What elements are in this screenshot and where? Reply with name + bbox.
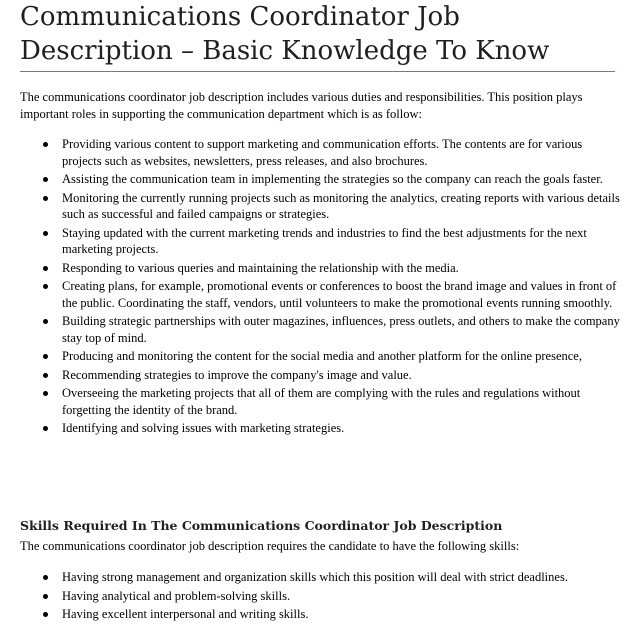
list-item: Providing various content to support marketing and communication efforts. The contents are for various projects such as websites, newsletters, press releases, and also brochures. (20, 136, 620, 169)
list-item: Producing and monitoring the content for the social media and another platform for the online presence, (20, 348, 620, 365)
list-item: Recommending strategies to improve the company's image and value. (20, 367, 620, 384)
list-item: Having excellent interpersonal and writing skills. (20, 606, 620, 623)
list-item: Having strong management and organization skills which this position will deal with strict deadlines. (20, 569, 620, 586)
list-item: Identifying and solving issues with marketing strategies. (20, 420, 620, 437)
list-item: Overseeing the marketing projects that all of them are complying with the rules and regulations without forgetting the identity of the brand. (20, 385, 620, 418)
responsibilities-list (20, 136, 620, 439)
skills-list (20, 569, 620, 625)
skills-intro-paragraph: The communications coordinator job description requires the candidate to have the following skills: (20, 539, 520, 553)
list-item: Assisting the communication team in implementing the strategies so the company can reach the goals faster. (20, 171, 620, 188)
page-title: Communications Coordinator Job Description – Basic Knowledge To Know (20, 2, 550, 66)
title-divider (20, 71, 615, 72)
list-item: Having analytical and problem-solving skills. (20, 588, 620, 605)
list-item: Responding to various queries and maintaining the relationship with the media. (20, 260, 620, 277)
intro-paragraph: The communications coordinator job description includes various duties and responsibilities. This position plays important roles in supporting the communication department which is as follow: (20, 90, 583, 121)
list-item: Building strategic partnerships with outer magazines, influences, press outlets, and others to make the company stay top of mind. (20, 313, 620, 346)
skills-heading: Skills Required In The Communications Coordinator Job Description (20, 518, 503, 533)
list-item: Staying updated with the current marketing trends and industries to find the best adjustments for the next marketing projects. (20, 225, 620, 258)
list-item: Creating plans, for example, promotional events or conferences to boost the brand image and values in front of the public. Coordinating the staff, vendors, until volunteers to make the promotional events running smoothly. (20, 278, 620, 311)
list-item: Monitoring the currently running projects such as monitoring the analytics, creating reports with various details such as successful and failed campaigns or strategies. (20, 190, 620, 223)
